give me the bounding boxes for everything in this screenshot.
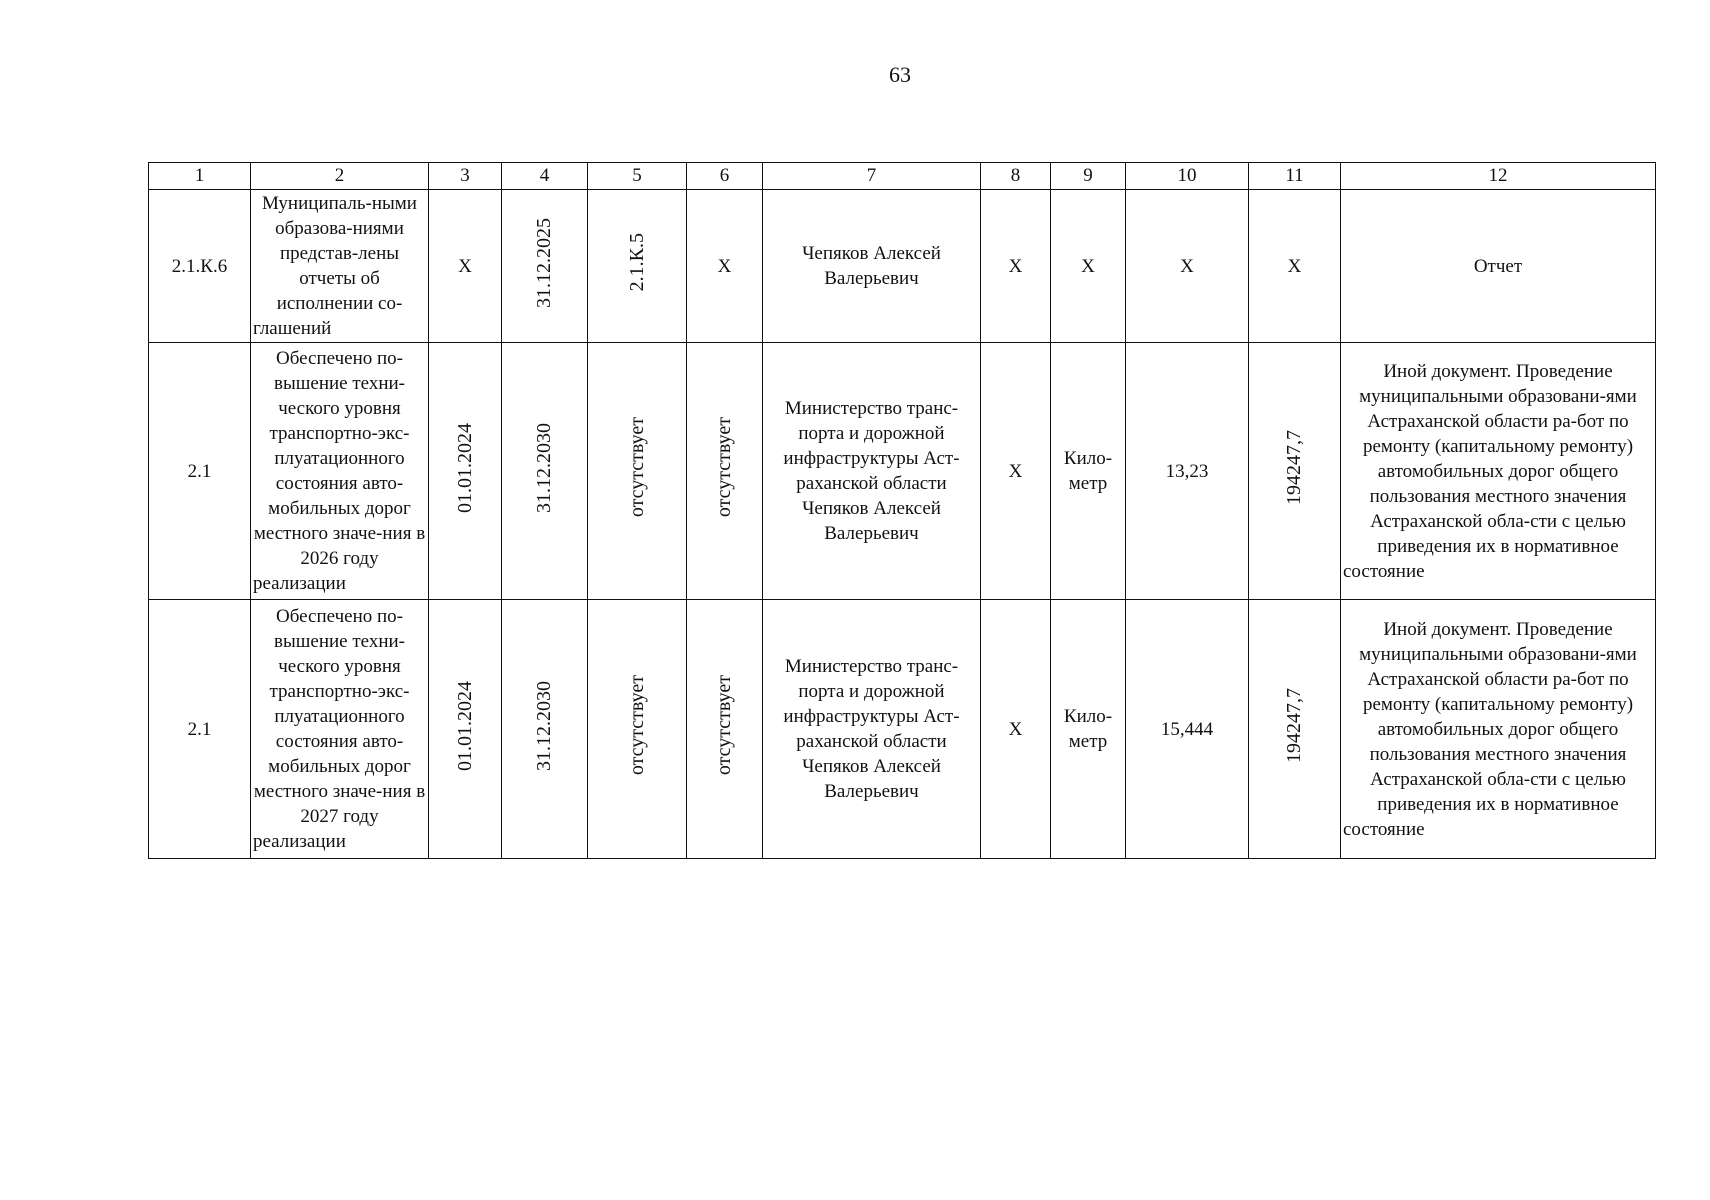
cell-unit: Кило-метр [1051,343,1126,600]
header-cell: 12 [1341,163,1656,190]
cell-code: 2.1.К.6 [149,190,251,343]
cell-document: Иной документ. Проведение муниципальными образовани-ями Астраханской области ра-бот по ремонту (капитальному ремонту) автомобильных дорог общего пользования местного значения Астраханской обла-сти с целью приведения их в нормативное состояние [1341,600,1656,859]
cell-end-date [502,600,588,859]
header-cell: 4 [502,163,588,190]
header-cell: 10 [1126,163,1249,190]
header-cell: 7 [763,163,981,190]
cell-start-date [429,600,502,859]
cell-start-date [429,343,502,600]
cell-value: X [1126,190,1249,343]
cell-col8: X [981,600,1051,859]
cell-predecessor [588,600,687,859]
cell-col8: X [981,343,1051,600]
cell-code: 2.1 [149,343,251,600]
header-cell: 6 [687,163,763,190]
cell-start-date-text: 01.01.2024 [453,680,476,771]
header-cell: 2 [251,163,429,190]
cell-responsible: Министерство транс-порта и дорожной инфраструктуры Аст-раханской области Чепяков Алексей Валерьевич [763,600,981,859]
cell-value: 13,23 [1126,343,1249,600]
cell-end-date-text: 31.12.2030 [533,680,555,771]
cell-col8: X [981,190,1051,343]
table-row [149,343,1656,600]
table-row [149,600,1656,859]
data-table [148,162,1656,859]
cell-predecessor [588,343,687,600]
cell-end-date-text: 31.12.2025 [533,217,555,308]
cell-col6: X [687,190,763,343]
cell-description: Обеспечено по-вышение техни-ческого уровня транспортно-экс-плуатационного состояния авто-мобильных дорог местного значе-ния в 2027 году реализации [251,600,429,859]
cell-value: 15,444 [1126,600,1249,859]
cell-predecessor-text: отсутствует [625,675,648,776]
cell-responsible: Чепяков Алексей Валерьевич [763,190,981,343]
cell-end-date [502,343,588,600]
cell-document: Отчет [1341,190,1656,343]
cell-predecessor-text: 2.1.К.5 [625,233,648,292]
cell-unit: Кило-метр [1051,600,1126,859]
cell-document: Иной документ. Проведение муниципальными образовани-ями Астраханской области ра-бот по ремонту (капитальному ремонту) автомобильных дорог общего пользования местного значения Астраханской обла-сти с целью приведения их в нормативное состояние [1341,343,1656,600]
cell-start-date-text: 01.01.2024 [453,422,476,513]
cell-responsible: Министерство транс-порта и дорожной инфраструктуры Аст-раханской области Чепяков Алексей Валерьевич [763,343,981,600]
cell-funding-text: 194247,7 [1283,688,1305,763]
cell-funding [1249,343,1341,600]
header-cell: 9 [1051,163,1126,190]
table-row [149,190,1656,343]
cell-description: Обеспечено по-вышение техни-ческого уровня транспортно-экс-плуатационного состояния авто-мобильных дорог местного значе-ния в 2026 году реализации [251,343,429,600]
cell-end-date-text: 31.12.2030 [533,422,555,513]
cell-end-date [502,190,588,343]
cell-col6 [687,343,763,600]
cell-col6 [687,600,763,859]
page-number: 63 [889,62,911,87]
cell-predecessor [588,190,687,343]
cell-col6-text: отсутствует [713,675,735,776]
cell-funding-text: 194247,7 [1283,430,1305,505]
cell-code: 2.1 [149,600,251,859]
cell-unit: X [1051,190,1126,343]
header-cell: 1 [149,163,251,190]
cell-col6-text: отсутствует [713,417,735,518]
header-cell: 5 [588,163,687,190]
header-cell: 11 [1249,163,1341,190]
header-cell: 3 [429,163,502,190]
cell-predecessor-text: отсутствует [625,417,648,518]
header-cell: 8 [981,163,1051,190]
cell-funding [1249,600,1341,859]
header-row [149,163,1656,190]
cell-description: Муниципаль-ными образова-ниями представ-лены отчеты об исполнении со-глашений [251,190,429,343]
cell-start-date: X [429,190,502,343]
cell-funding: X [1249,190,1341,343]
